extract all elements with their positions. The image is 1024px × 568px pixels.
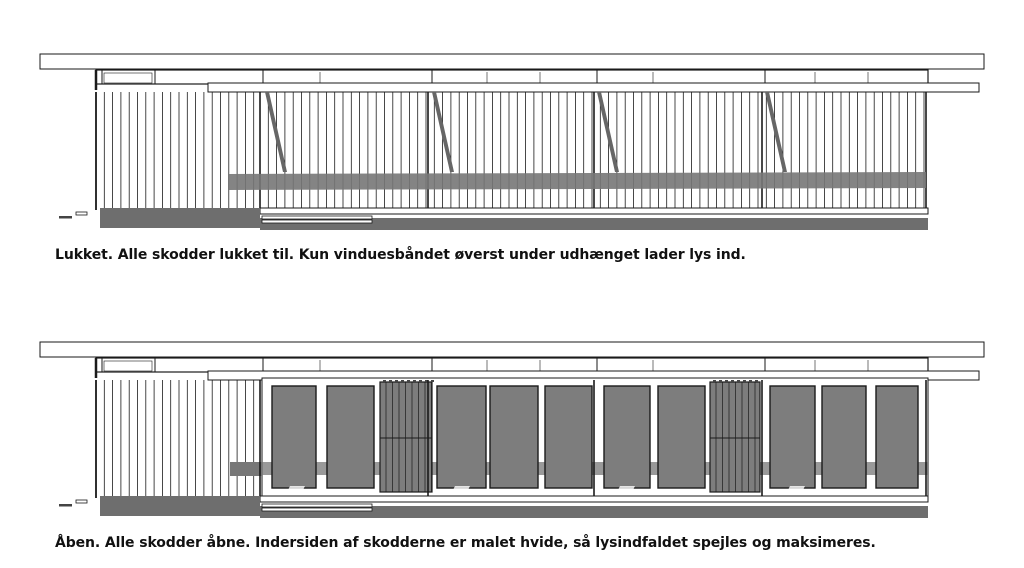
roof-slab [40, 54, 984, 69]
shutter-hinge [743, 380, 746, 382]
entry-step [262, 504, 372, 507]
terrace-deck-edge [260, 208, 928, 214]
ground-marker [59, 216, 72, 219]
elevation-open [0, 328, 1024, 528]
shutter-hinge [389, 380, 392, 382]
shutter-hinge [383, 380, 386, 382]
shutter-hinge [713, 380, 716, 382]
lower-roof-fascia [208, 83, 979, 92]
shadow-band [230, 462, 262, 476]
shadow-band [228, 172, 926, 190]
folded-shutter [380, 382, 432, 492]
clerestory-window-band [96, 70, 928, 84]
shutter-hinge [395, 380, 398, 382]
shutter-hinge [731, 380, 734, 382]
caption-open: Åben. Alle skodder åbne. Indersiden af skodderne er malet hvide, så lysindfaldet spejles og maksimeres. [55, 535, 876, 551]
open-shutter-panel [490, 386, 538, 488]
folded-shutter [710, 382, 760, 492]
shutter-hinge [755, 380, 758, 382]
shutter-hinge [407, 380, 410, 382]
open-shutter-panel [545, 386, 592, 488]
entry-step [262, 508, 372, 511]
open-shutter-panel [437, 386, 486, 488]
open-shutter-panel [604, 386, 650, 488]
foundation-plinth [100, 496, 260, 516]
ground-marker [76, 212, 87, 215]
open-shutter-panel [658, 386, 705, 488]
shutter-hinge [401, 380, 404, 382]
open-shutter-panel [822, 386, 866, 488]
caption-closed: Lukket. Alle skodder lukket til. Kun vinduesbåndet øverst under udhænget lader lys ind. [55, 247, 746, 263]
clerestory-window-band [96, 358, 928, 372]
shutter-hinge [413, 380, 416, 382]
elevation-closed [0, 40, 1024, 240]
entry-step [262, 220, 372, 223]
open-shutter-panel [876, 386, 918, 488]
roof-slab [40, 342, 984, 357]
open-shutter-panel [770, 386, 815, 488]
entry-step [262, 216, 372, 219]
shutter-hinge [419, 380, 422, 382]
shutter-hinge [725, 380, 728, 382]
ground-marker [59, 504, 72, 507]
open-shutter-panel [327, 386, 374, 488]
ground-marker [76, 500, 87, 503]
shutter-hinge [737, 380, 740, 382]
terrace-deck-edge [260, 496, 928, 502]
shutter-hinge [431, 380, 434, 382]
shutter-hinge [749, 380, 752, 382]
diagonal-brace [765, 92, 787, 172]
open-shutter-panel [272, 386, 316, 488]
foundation-plinth [100, 208, 260, 228]
shutter-hinge [719, 380, 722, 382]
